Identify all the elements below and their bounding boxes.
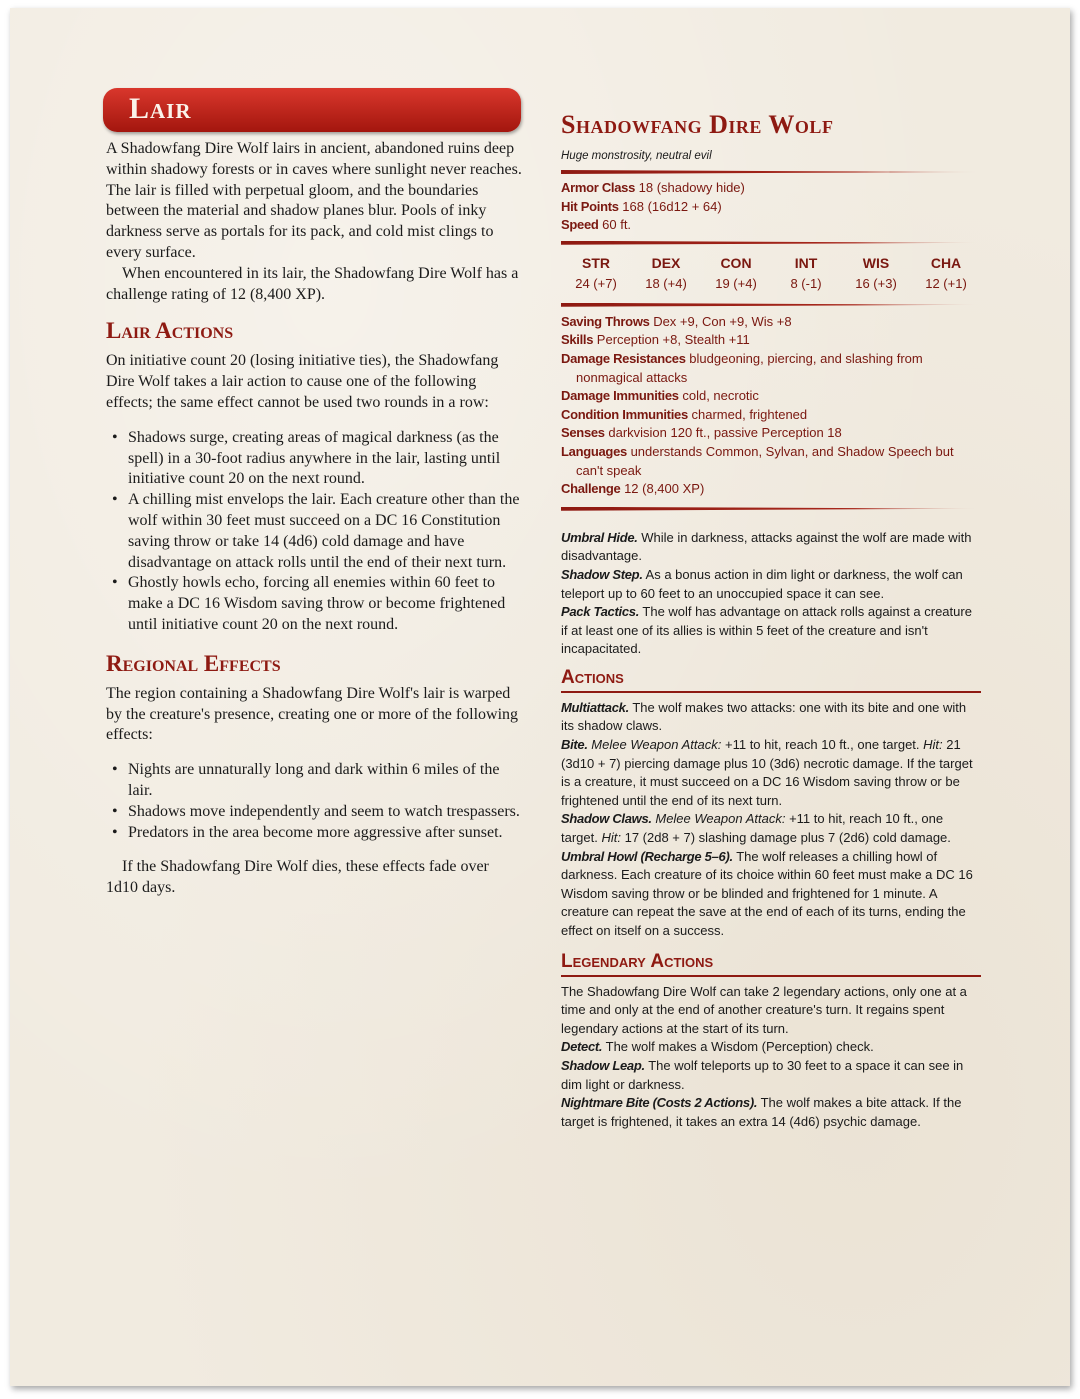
trait [561, 529, 981, 566]
document-page [10, 8, 1070, 1386]
traits [561, 529, 981, 659]
hp-label: Hit Points [561, 198, 619, 214]
actions-heading: Actions [561, 667, 981, 693]
senses-label: Senses [561, 425, 605, 441]
condition-immunities-label: Condition Immunities [561, 406, 688, 422]
languages-label: Languages [561, 443, 627, 459]
list-item: • A chilling mist envelops the lair. Each creature other than the wolf within 30 feet must succeed on a DC 16 Constitution saving throw or take 14 (4d6) cold damage and have disadvantage on attack rolls until the end of their next turn. [106, 490, 522, 573]
hit-text: 17 (2d8 + 7) slashing damage plus 7 (2d6) cold damage. [624, 830, 951, 846]
secondary-stats [561, 313, 981, 499]
legendary-actions [561, 983, 981, 1132]
lair-challenge: When encountered in its lair, the Shadowfang Dire Wolf has a challenge rating of 12 (8,400 XP). [106, 264, 519, 303]
lair-actions-intro: On initiative count 20 (losing initiative ties), the Shadowfang Dire Wolf takes a lair action to cause one of the following effects; the same effect cannot be used two rounds in a row: [106, 352, 499, 411]
hit-label: Hit: [601, 830, 621, 846]
ability-value: 12 (+1) [925, 275, 967, 291]
ability-name: INT [794, 254, 818, 271]
action-text: The wolf releases a chilling howl of darkness. Each creature of its choice within 60 feet must make a DC 16 Wisdom saving throw or be blinded and frightened for 1 minute. A creature can repeat the save at the end of each of its turns, ending the effect on itself on a success. [561, 848, 973, 938]
actions [561, 699, 981, 941]
legendary-text: The wolf makes a bite attack. If the target is frightened, it takes an extra 14 (4d6) psychic damage. [561, 1095, 962, 1129]
regional-effects-closing: If the Shadowfang Dire Wolf dies, these effects fade over 1d10 days. [106, 858, 489, 897]
legendary-text: The wolf teleports up to 30 feet to a space it can see in dim light or darkness. [561, 1057, 964, 1092]
ability-name: STR [582, 254, 610, 271]
hit-label: Hit: [923, 737, 943, 753]
challenge-label: Challenge [561, 481, 621, 497]
trait [561, 566, 981, 603]
legendary-actions-heading: Legendary Actions [561, 951, 981, 977]
ability-name: DEX [651, 254, 681, 271]
action-name: Umbral Howl (Recharge 5–6). [561, 848, 733, 864]
core-stats [561, 179, 981, 235]
attack-type: Melee Weapon Attack: [591, 737, 722, 753]
lair-banner [103, 88, 521, 132]
ac-label: Armor Class [561, 180, 636, 195]
legendary-name: Nightmare Bite (Costs 2 Actions). [561, 1095, 758, 1111]
saves-value: Dex +9, Con +9, Wis +8 [653, 313, 792, 329]
legendary-text: The wolf makes a Wisdom (Perception) check. [605, 1039, 874, 1055]
ability-value: 18 (+4) [645, 275, 687, 291]
lair-title: Lair [129, 92, 192, 125]
immunities-label: Damage Immunities [561, 388, 679, 404]
action-text: The wolf makes two attacks: one with its bite and one with its shadow claws. [561, 699, 967, 734]
ability-value: 16 (+3) [855, 275, 897, 291]
divider [561, 303, 981, 307]
action-name: Shadow Claws. [561, 811, 652, 827]
trait-name: Pack Tactics. [561, 604, 640, 620]
resistances-value: bludgeoning, piercing, and slashing from nonmagical attacks [576, 350, 923, 385]
speed-value: 60 ft. [602, 217, 632, 233]
skills-value: Perception +8, Stealth +11 [596, 332, 750, 348]
action-name: Bite. [561, 737, 588, 753]
ability-scores [561, 253, 981, 295]
lair-column [106, 88, 522, 899]
skills-label: Skills [561, 332, 594, 348]
lair-description: A Shadowfang Dire Wolf lairs in ancient, abandoned ruins deep within shadowy forests or in caves where sunlight never reaches. The lair is filled with perpetual gloom, and the boundaries between the material and shadow planes blur. Pools of inky darkness serve as portals for its pack, and cold mist clings to every surface. [106, 140, 522, 261]
challenge-value: 12 (8,400 XP) [624, 481, 705, 497]
list-item: • Shadows move independently and seem to watch trespassers. [106, 802, 522, 823]
ability-value: 19 (+4) [715, 275, 757, 291]
hp-value: 168 (16d12 + 64) [622, 198, 722, 214]
monster-name: Shadowfang Dire Wolf [561, 110, 834, 139]
trait-text: As a bonus action in dim light or darkness, the wolf can teleport up to 60 feet to an unoccupied space it can see. [561, 566, 963, 601]
lair-actions-heading: Lair Actions [106, 318, 234, 344]
trait-text: While in darkness, attacks against the wolf are made with disadvantage. [561, 529, 972, 564]
senses-value: darkvision 120 ft., passive Perception 18 [608, 425, 842, 441]
lair-actions-list [106, 428, 522, 636]
list-item: • Shadows surge, creating areas of magical darkness (as the spell) in a 30-foot radius anywhere in the lair, lasting until initiative count 20 on the next round. [106, 428, 522, 490]
ac-value: 18 (shadowy hide) [638, 180, 745, 195]
attack-type: Melee Weapon Attack: [655, 811, 786, 827]
divider [561, 170, 981, 174]
divider [561, 241, 981, 245]
action-text: +11 to hit, reach 10 ft., one target. [561, 811, 944, 846]
regional-effects-heading: Regional Effects [106, 650, 281, 676]
ability-value: 8 (-1) [790, 275, 822, 291]
trait-name: Umbral Hide. [561, 529, 638, 545]
legendary-intro: The Shadowfang Dire Wolf can take 2 legendary actions, only one at a time and only at the end of another creature's turn. It regains spent legendary actions at the start of its turn. [561, 983, 967, 1036]
trait-text: The wolf has advantage on attack rolls against a creature if at least one of its allies is within 5 feet of the creature and isn't incapacitated. [561, 604, 972, 657]
languages-value: understands Common, Sylvan, and Shadow Speech but can't speak [576, 443, 954, 478]
ability-name: CHA [930, 254, 962, 271]
stat-block [561, 96, 981, 1131]
ability-name: CON [720, 254, 752, 271]
list-item: • Nights are unnaturally long and dark within 6 miles of the lair. [106, 760, 522, 802]
list-item: • Predators in the area become more aggressive after sunset. [106, 823, 522, 844]
divider [561, 507, 981, 511]
regional-effects-list [106, 760, 522, 843]
legendary-name: Shadow Leap. [561, 1057, 645, 1073]
regional-effects-intro: The region containing a Shadowfang Dire Wolf's lair is warped by the creature's presence, creating one or more of the following effects: [106, 684, 519, 744]
monster-type: Huge monstrosity, neutral evil [561, 150, 712, 162]
action-name: Multiattack. [561, 699, 629, 715]
trait-name: Shadow Step. [561, 566, 643, 582]
saves-label: Saving Throws [561, 313, 650, 329]
list-item: • Ghostly howls echo, forcing all enemies within 60 feet to make a DC 16 Wisdom saving throw or become frightened until initiative count 20 on the next round. [106, 573, 522, 635]
ability-name: WIS [862, 254, 890, 271]
condition-immunities-value: charmed, frightened [691, 406, 808, 422]
trait [561, 603, 981, 659]
hit-text: 21 (3d10 + 7) piercing damage plus 10 (3d6) necrotic damage. If the target is a creature, it must succeed on a DC 16 Wisdom saving throw or be frightened until the end of its next turn. [561, 737, 973, 808]
immunities-value: cold, necrotic [682, 388, 759, 404]
legendary-name: Detect. [561, 1039, 603, 1055]
resistances-label: Damage Resistances [561, 350, 686, 366]
action-text: +11 to hit, reach 10 ft., one target. [725, 737, 920, 753]
speed-label: Speed [561, 217, 599, 233]
ability-value: 24 (+7) [575, 275, 617, 291]
